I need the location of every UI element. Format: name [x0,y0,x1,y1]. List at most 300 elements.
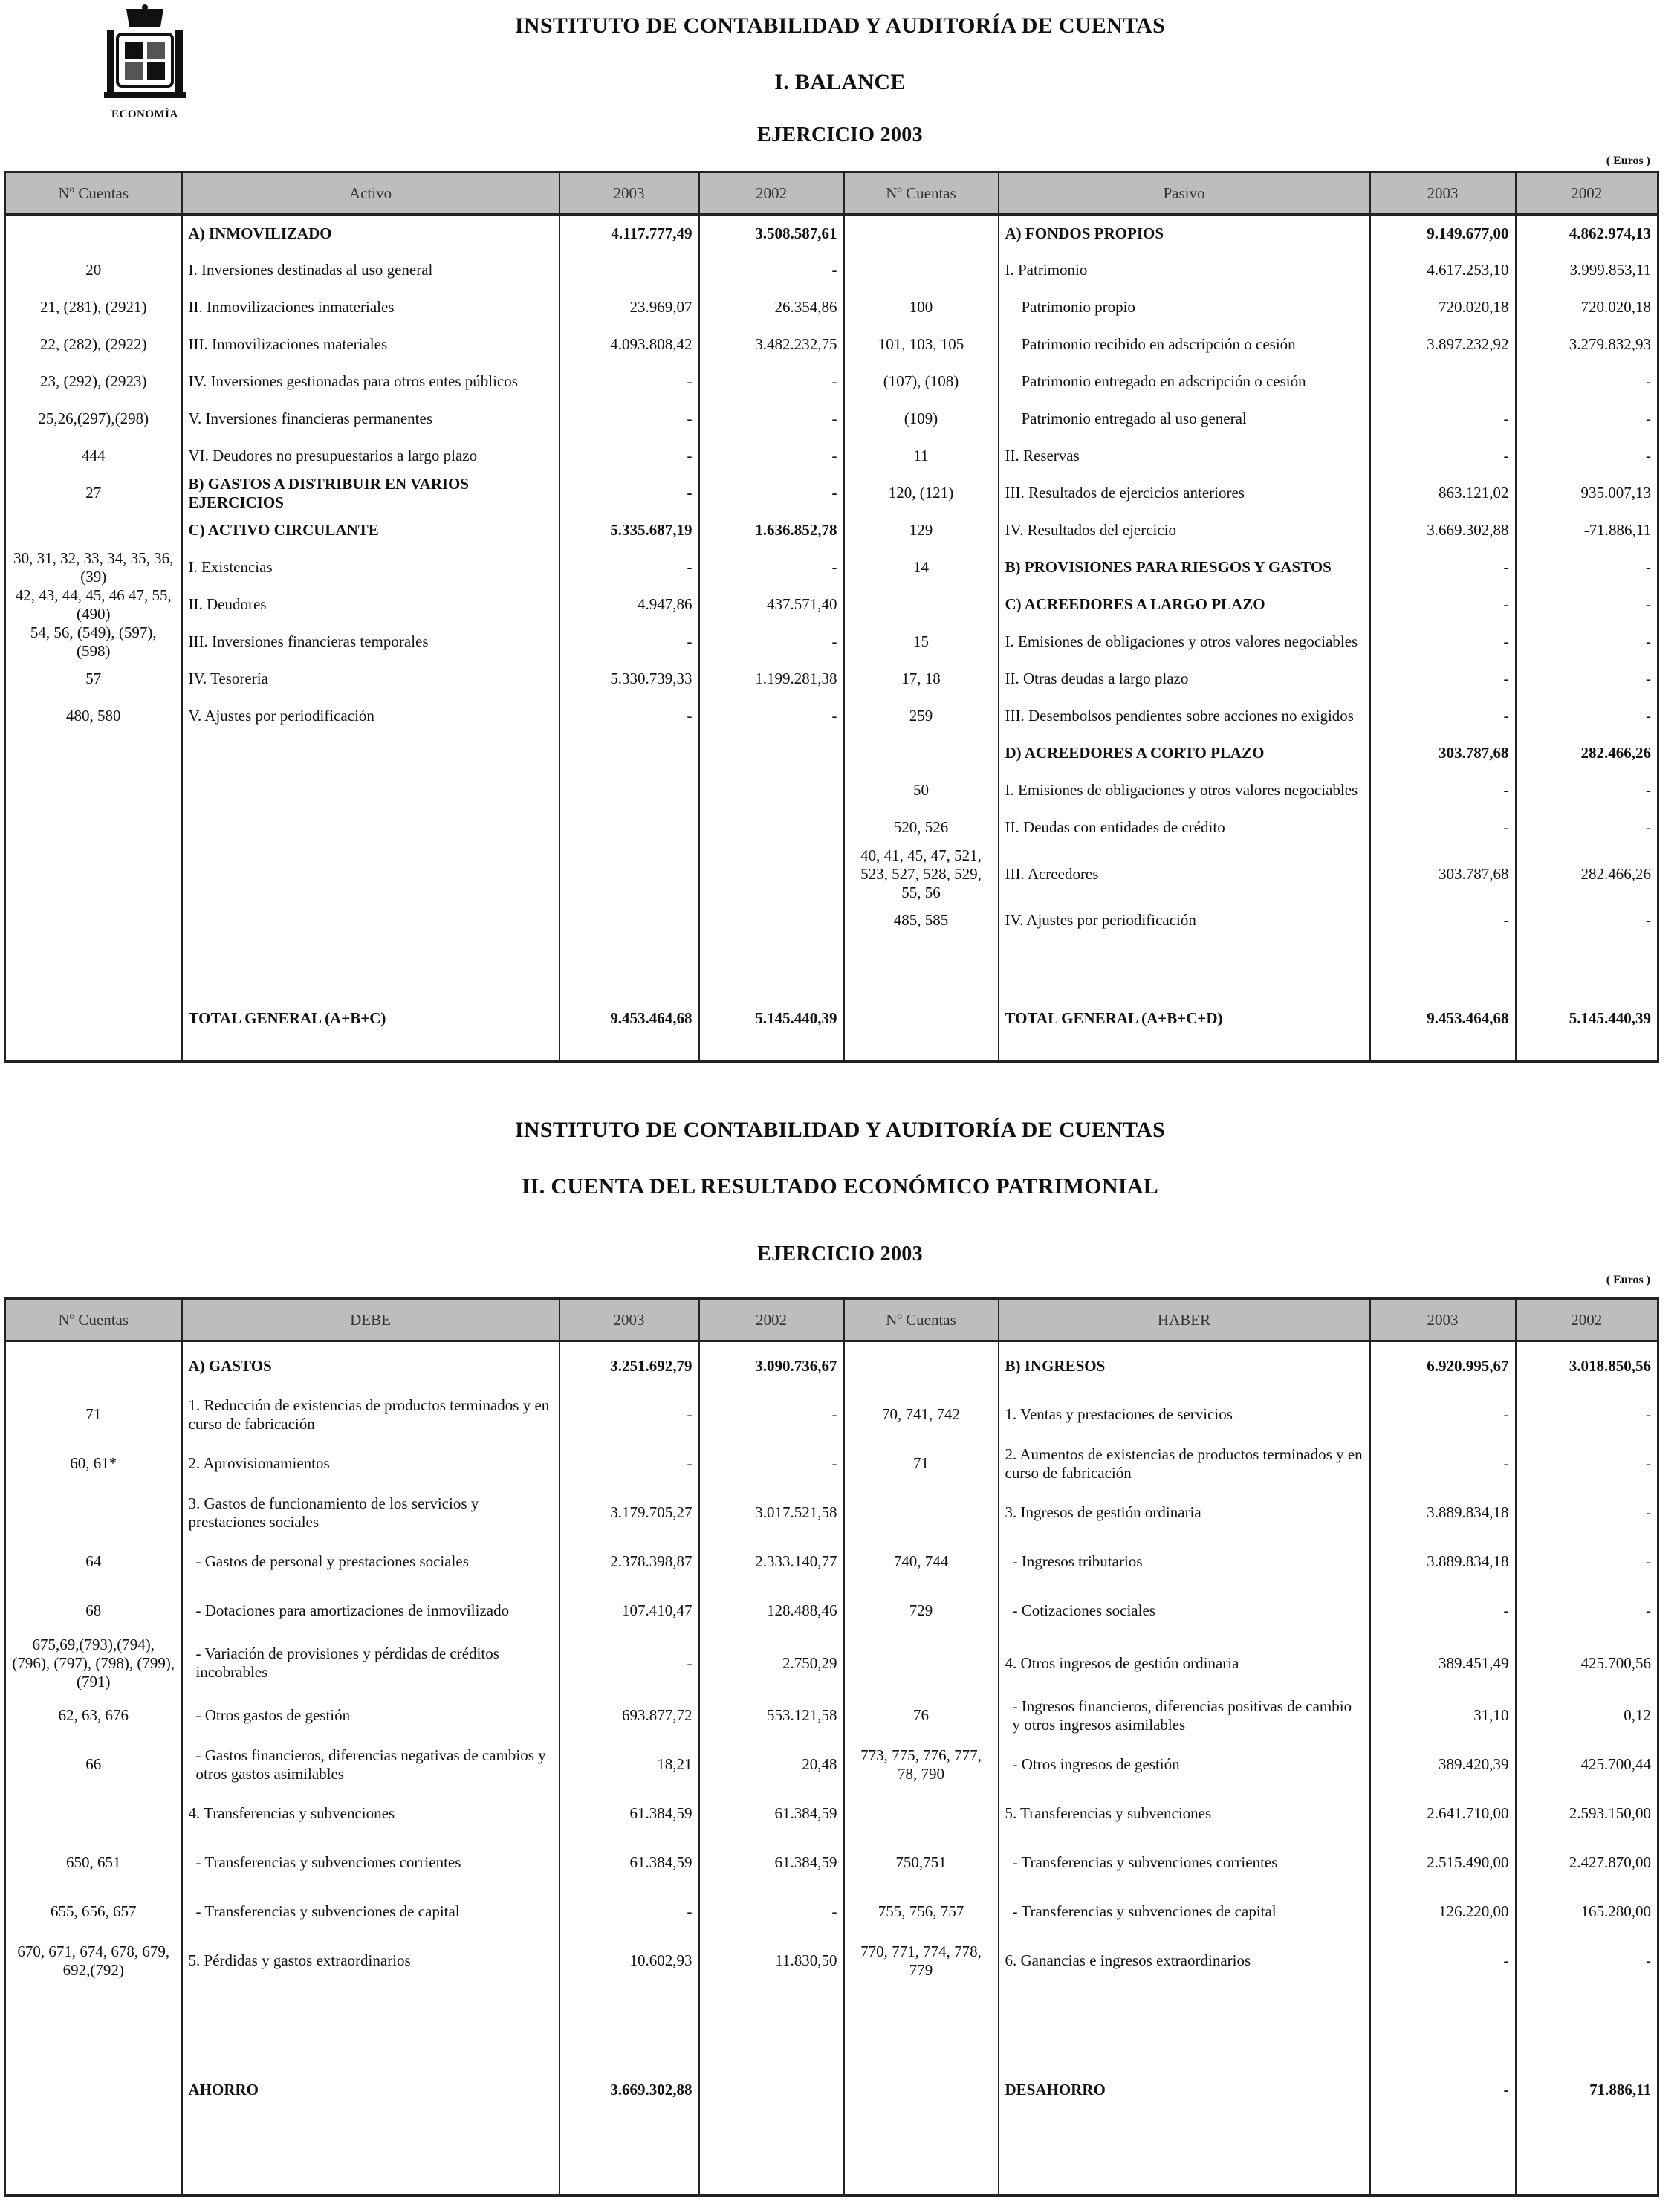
haber-2002: - [1516,1439,1658,1488]
balance-unit: ( Euros ) [1606,155,1650,167]
pasivo-2003: 4.617.253,10 [1370,252,1516,289]
pasivo-2003: 303.787,68 [1370,735,1516,772]
haber-account: 729 [844,1587,999,1636]
resultado-row [5,1587,1658,1636]
empty-cell [5,902,182,939]
pasivo-account: 485, 585 [844,902,999,939]
pasivo-2002: 720.020,18 [1516,289,1658,326]
debe-2003: 18,21 [560,1740,699,1789]
debe-label: - Variación de provisiones y pérdidas de créditos incobrables [182,1636,560,1691]
pasivo-label: II. Reservas [999,438,1370,475]
resultado-row [5,1390,1658,1439]
resultado-header-row [5,1299,1658,1341]
activo-label: V. Inversiones financieras permanentes [182,401,560,438]
empty-cell [5,939,182,976]
debe-2003: 3.179.705,27 [560,1488,699,1537]
ahorro-2003: 3.669.302,88 [560,1986,699,2196]
pasivo-2002: - [1516,438,1658,475]
haber-account: 770, 771, 774, 778, 779 [844,1937,999,1986]
activo-label: IV. Tesorería [182,661,560,698]
debe-account: 60, 61* [5,1439,182,1488]
haber-2003: 3.889.834,18 [1370,1537,1516,1587]
resultado-row [5,1691,1658,1740]
debe-account: 66 [5,1740,182,1789]
empty-cell [5,1986,182,2196]
pasivo-account: 120, (121) [844,475,999,512]
empty-cell [844,976,999,1062]
haber-account [844,1341,999,1390]
debe-label: - Transferencias y subvenciones de capital [182,1887,560,1937]
pasivo-2003: - [1370,772,1516,809]
institute-title-2: INSTITUTO DE CONTABILIDAD Y AUDITORÍA DE CUENTAS [514,1118,1166,1142]
pasivo-account: 129 [844,512,999,549]
pasivo-2002: - [1516,549,1658,586]
haber-label: - Otros ingresos de gestión [999,1740,1370,1789]
balance-total-row [5,976,1658,1062]
pasivo-2003: 720.020,18 [1370,289,1516,326]
haber-2003: 3.889.834,18 [1370,1488,1516,1537]
pasivo-account: 259 [844,698,999,735]
haber-label: 4. Otros ingresos de gestión ordinaria [999,1636,1370,1691]
debe-2002: 2.333.140,77 [699,1537,844,1587]
activo-label: VI. Deudores no presupuestarios a largo plazo [182,438,560,475]
debe-2003: 61.384,59 [560,1838,699,1887]
balance-row [5,902,1658,939]
pasivo-label: I. Emisiones de obligaciones y otros valores negociables [999,623,1370,661]
pasivo-label: Patrimonio entregado en adscripción o cesión [999,363,1370,401]
debe-2002: 20,48 [699,1740,844,1789]
balance-row [5,363,1658,401]
col-header: Nº Cuentas [5,172,182,215]
pasivo-account: (109) [844,401,999,438]
pasivo-account: 100 [844,289,999,326]
total-pasivo-2003: 9.453.464,68 [1370,976,1516,1062]
total-activo-label: TOTAL GENERAL (A+B+C) [182,976,560,1062]
resultado-final-row [5,1986,1658,2196]
col-header: Nº Cuentas [5,1299,182,1341]
col-header: DEBE [182,1299,560,1341]
activo-account: 27 [5,475,182,512]
activo-label: III. Inversiones financieras temporales [182,623,560,661]
pasivo-label: III. Desembolsos pendientes sobre acciones no exigidos [999,698,1370,735]
pasivo-account: 50 [844,772,999,809]
activo-2003: - [560,549,699,586]
debe-2002: 11.830,50 [699,1937,844,1986]
activo-label: C) ACTIVO CIRCULANTE [182,512,560,549]
haber-label: 2. Aumentos de existencias de productos terminados y en curso de fabricación [999,1439,1370,1488]
debe-2003: - [560,1390,699,1439]
activo-account [5,512,182,549]
haber-2003: - [1370,1439,1516,1488]
haber-2002: 2.593.150,00 [1516,1789,1658,1838]
haber-account [844,1789,999,1838]
debe-label: 1. Reducción de existencias de productos terminados y en curso de fabricación [182,1390,560,1439]
col-header: Nº Cuentas [844,172,999,215]
total-pasivo-2002: 5.145.440,39 [1516,976,1658,1062]
pasivo-2003: - [1370,401,1516,438]
activo-2002: - [699,401,844,438]
balance-title: I. BALANCE [774,70,906,94]
pasivo-2002: 4.862.974,13 [1516,215,1658,252]
pasivo-2002: - [1516,661,1658,698]
activo-account: 22, (282), (2922) [5,326,182,363]
balance-row [5,772,1658,809]
debe-label: - Otros gastos de gestión [182,1691,560,1740]
debe-2003: 61.384,59 [560,1789,699,1838]
activo-label: B) GASTOS A DISTRIBUIR EN VARIOS EJERCICIOS [182,475,560,512]
ahorro-2002 [699,1986,844,2196]
pasivo-label: Patrimonio propio [999,289,1370,326]
balance-row [5,512,1658,549]
logo-label: ECONOMÍA [111,108,178,120]
activo-label: V. Ajustes por periodificación [182,698,560,735]
balance-row [5,661,1658,698]
debe-2003: - [560,1439,699,1488]
pasivo-account: 11 [844,438,999,475]
resultado-row [5,1636,1658,1691]
debe-2002: 128.488,46 [699,1587,844,1636]
empty-cell [699,846,844,902]
resultado-table [4,1297,1659,2197]
balance-header-row [5,172,1658,215]
pasivo-account: 14 [844,549,999,586]
haber-2003: 31,10 [1370,1691,1516,1740]
debe-2002: - [699,1887,844,1937]
haber-2003: 389.420,39 [1370,1740,1516,1789]
activo-label: II. Inmovilizaciones inmateriales [182,289,560,326]
haber-account: 76 [844,1691,999,1740]
empty-cell [560,772,699,809]
pasivo-2003: - [1370,661,1516,698]
pasivo-label: IV. Resultados del ejercicio [999,512,1370,549]
resultado-row [5,1937,1658,1986]
col-header: 2003 [1370,172,1516,215]
empty-cell [182,939,560,976]
desahorro-2003: - [1370,1986,1516,2196]
activo-2002: - [699,549,844,586]
activo-2003: - [560,438,699,475]
pasivo-account [844,215,999,252]
balance-row [5,549,1658,586]
debe-account [5,1341,182,1390]
activo-account: 57 [5,661,182,698]
activo-2002: - [699,252,844,289]
haber-label: - Ingresos tributarios [999,1537,1370,1587]
haber-2002: - [1516,1537,1658,1587]
activo-2003: - [560,401,699,438]
debe-label: 5. Pérdidas y gastos extraordinarios [182,1937,560,1986]
haber-account: 773, 775, 776, 777, 78, 790 [844,1740,999,1789]
empty-cell [5,772,182,809]
pasivo-account [844,735,999,772]
col-header: 2003 [1370,1299,1516,1341]
resultado-row [5,1789,1658,1838]
haber-label: - Cotizaciones sociales [999,1587,1370,1636]
activo-account: 30, 31, 32, 33, 34, 35, 36, (39) [5,549,182,586]
haber-label: - Transferencias y subvenciones de capital [999,1887,1370,1937]
debe-2002: 553.121,58 [699,1691,844,1740]
pasivo-account: (107), (108) [844,363,999,401]
pasivo-label: Patrimonio recibido en adscripción o cesión [999,326,1370,363]
ahorro-label: AHORRO [182,1986,560,2196]
activo-account: 480, 580 [5,698,182,735]
debe-account: 71 [5,1390,182,1439]
activo-2003: 4.947,86 [560,586,699,623]
haber-2002: 425.700,44 [1516,1740,1658,1789]
empty-cell [699,939,844,976]
empty-cell [182,809,560,846]
resultado-row [5,1887,1658,1937]
balance-row [5,939,1658,976]
activo-2002: 1.636.852,78 [699,512,844,549]
haber-2003: 126.220,00 [1370,1887,1516,1937]
pasivo-2003: - [1370,438,1516,475]
pasivo-account [844,586,999,623]
desahorro-2002: 71.886,11 [1516,1986,1658,2196]
activo-2003: 4.117.777,49 [560,215,699,252]
pasivo-2002: 3.999.853,11 [1516,252,1658,289]
balance-row [5,438,1658,475]
empty-cell [182,902,560,939]
col-header: Pasivo [999,172,1370,215]
activo-2003: - [560,363,699,401]
debe-label: - Gastos de personal y prestaciones sociales [182,1537,560,1587]
haber-label: 6. Ganancias e ingresos extraordinarios [999,1937,1370,1986]
debe-2002: - [699,1439,844,1488]
balance-row [5,735,1658,772]
empty-cell [844,939,999,976]
pasivo-2002: 282.466,26 [1516,735,1658,772]
empty-cell [844,1986,999,2196]
pasivo-2003: - [1370,549,1516,586]
pasivo-label: I. Emisiones de obligaciones y otros valores negociables [999,772,1370,809]
empty-cell [5,809,182,846]
empty-cell [999,939,1370,976]
haber-account [844,1488,999,1537]
haber-2002: 0,12 [1516,1691,1658,1740]
pasivo-2002: - [1516,902,1658,939]
activo-account: 21, (281), (2921) [5,289,182,326]
debe-label: - Transferencias y subvenciones corrientes [182,1838,560,1887]
activo-label: IV. Inversiones gestionadas para otros entes públicos [182,363,560,401]
pasivo-label: II. Otras deudas a largo plazo [999,661,1370,698]
haber-2003: - [1370,1587,1516,1636]
activo-account: 20 [5,252,182,289]
debe-label: A) GASTOS [182,1341,560,1390]
empty-cell [560,809,699,846]
pasivo-2003: 3.897.232,92 [1370,326,1516,363]
haber-label: 5. Transferencias y subvenciones [999,1789,1370,1838]
activo-2003: - [560,623,699,661]
activo-label: I. Inversiones destinadas al uso general [182,252,560,289]
pasivo-2002: - [1516,401,1658,438]
pasivo-2003: - [1370,698,1516,735]
balance-row [5,586,1658,623]
debe-2003: 107.410,47 [560,1587,699,1636]
debe-label: 2. Aprovisionamientos [182,1439,560,1488]
pasivo-2002: 3.279.832,93 [1516,326,1658,363]
haber-label: 1. Ventas y prestaciones de servicios [999,1390,1370,1439]
activo-label: A) INMOVILIZADO [182,215,560,252]
pasivo-label: C) ACREEDORES A LARGO PLAZO [999,586,1370,623]
debe-label: 4. Transferencias y subvenciones [182,1789,560,1838]
pasivo-2002: - [1516,586,1658,623]
pasivo-2003: - [1370,586,1516,623]
debe-account: 68 [5,1587,182,1636]
pasivo-2002: 935.007,13 [1516,475,1658,512]
col-header: 2003 [560,1299,699,1341]
activo-label: III. Inmovilizaciones materiales [182,326,560,363]
haber-2003: 2.641.710,00 [1370,1789,1516,1838]
debe-2003: 10.602,93 [560,1937,699,1986]
balance-row [5,401,1658,438]
col-header: Activo [182,172,560,215]
balance-row [5,326,1658,363]
balance-row [5,475,1658,512]
activo-2002: 26.354,86 [699,289,844,326]
haber-2003: 2.515.490,00 [1370,1838,1516,1887]
debe-account: 670, 671, 674, 678, 679, 692,(792) [5,1937,182,1986]
desahorro-label: DESAHORRO [999,1986,1370,2196]
debe-2003: - [560,1887,699,1937]
activo-account [5,215,182,252]
debe-2003: - [560,1636,699,1691]
balance-row [5,623,1658,661]
activo-2003: 5.335.687,19 [560,512,699,549]
activo-2003: 5.330.739,33 [560,661,699,698]
col-header: 2002 [1516,1299,1658,1341]
activo-2003 [560,252,699,289]
pasivo-2002: 282.466,26 [1516,846,1658,902]
balance-row [5,698,1658,735]
activo-2003: - [560,475,699,512]
activo-2002: - [699,438,844,475]
debe-account [5,1488,182,1537]
pasivo-label: I. Patrimonio [999,252,1370,289]
col-header: 2002 [699,1299,844,1341]
haber-account [844,1636,999,1691]
empty-cell [1370,939,1516,976]
haber-2003: 389.451,49 [1370,1636,1516,1691]
haber-account: 70, 741, 742 [844,1390,999,1439]
resultado-row [5,1537,1658,1587]
haber-2002: - [1516,1390,1658,1439]
balance-row [5,289,1658,326]
activo-2003: 4.093.808,42 [560,326,699,363]
resultado-title: II. CUENTA DEL RESULTADO ECONÓMICO PATRIMONIAL [521,1174,1159,1199]
debe-2002: 3.090.736,67 [699,1341,844,1390]
resultado-row [5,1740,1658,1789]
haber-label: - Transferencias y subvenciones corrientes [999,1838,1370,1887]
pasivo-label: Patrimonio entregado al uso general [999,401,1370,438]
total-pasivo-label: TOTAL GENERAL (A+B+C+D) [999,976,1370,1062]
balance-row [5,252,1658,289]
activo-2002: 3.482.232,75 [699,326,844,363]
activo-account: 42, 43, 44, 45, 46 47, 55, (490) [5,586,182,623]
total-activo-2002: 5.145.440,39 [699,976,844,1062]
debe-label: 3. Gastos de funcionamiento de los servicios y prestaciones sociales [182,1488,560,1537]
activo-2003: - [560,698,699,735]
debe-2003: 3.251.692,79 [560,1341,699,1390]
activo-label: I. Existencias [182,549,560,586]
activo-account: 444 [5,438,182,475]
institute-title: INSTITUTO DE CONTABILIDAD Y AUDITORÍA DE CUENTAS [514,13,1166,38]
haber-2003: - [1370,1937,1516,1986]
pasivo-2003: 303.787,68 [1370,846,1516,902]
haber-label: B) INGRESOS [999,1341,1370,1390]
pasivo-account: 520, 526 [844,809,999,846]
haber-label: - Ingresos financieros, diferencias positivas de cambio y otros ingresos asimilables [999,1691,1370,1740]
haber-2002: - [1516,1488,1658,1537]
resultado-year: EJERCICIO 2003 [757,1242,923,1266]
pasivo-account [844,252,999,289]
pasivo-2003: 9.149.677,00 [1370,215,1516,252]
haber-2002: 425.700,56 [1516,1636,1658,1691]
empty-cell [699,772,844,809]
pasivo-label: II. Deudas con entidades de crédito [999,809,1370,846]
pasivo-account: 101, 103, 105 [844,326,999,363]
haber-2002: 3.018.850,56 [1516,1341,1658,1390]
haber-2003: - [1370,1390,1516,1439]
resultado-row [5,1488,1658,1537]
empty-cell [5,735,182,772]
pasivo-account: 15 [844,623,999,661]
empty-cell [560,846,699,902]
debe-account: 675,69,(793),(794), (796), (797), (798), (799), (791) [5,1636,182,1691]
activo-account: 23, (292), (2923) [5,363,182,401]
activo-2002: - [699,698,844,735]
activo-2002: - [699,475,844,512]
debe-account [5,1789,182,1838]
debe-2002: 61.384,59 [699,1789,844,1838]
pasivo-2003: - [1370,809,1516,846]
pasivo-label: A) FONDOS PROPIOS [999,215,1370,252]
empty-cell [182,846,560,902]
pasivo-2003: - [1370,623,1516,661]
col-header: 2002 [1516,172,1658,215]
resultado-row [5,1838,1658,1887]
debe-2002: 3.017.521,58 [699,1488,844,1537]
balance-row [5,809,1658,846]
haber-2002: 165.280,00 [1516,1887,1658,1937]
pasivo-label: B) PROVISIONES PARA RIESGOS Y GASTOS [999,549,1370,586]
debe-label: - Gastos financieros, diferencias negativas de cambios y otros gastos asimilables [182,1740,560,1789]
resultado-unit: ( Euros ) [1606,1274,1650,1286]
pasivo-2003: 3.669.302,88 [1370,512,1516,549]
activo-2002: 1.199.281,38 [699,661,844,698]
debe-label: - Dotaciones para amortizaciones de inmovilizado [182,1587,560,1636]
empty-cell [560,735,699,772]
activo-account: 25,26,(297),(298) [5,401,182,438]
col-header: HABER [999,1299,1370,1341]
col-header: 2003 [560,172,699,215]
pasivo-account: 40, 41, 45, 47, 521, 523, 527, 528, 529, 55, 56 [844,846,999,902]
haber-2003: 6.920.995,67 [1370,1341,1516,1390]
debe-account: 650, 651 [5,1838,182,1887]
balance-row [5,846,1658,902]
balance-row [5,215,1658,252]
haber-account: 71 [844,1439,999,1488]
haber-account: 750,751 [844,1838,999,1887]
haber-account: 755, 756, 757 [844,1887,999,1937]
debe-account: 62, 63, 676 [5,1691,182,1740]
pasivo-label: D) ACREEDORES A CORTO PLAZO [999,735,1370,772]
activo-2002: 437.571,40 [699,586,844,623]
empty-cell [1516,939,1658,976]
haber-label: 3. Ingresos de gestión ordinaria [999,1488,1370,1537]
empty-cell [560,939,699,976]
col-header: Nº Cuentas [844,1299,999,1341]
